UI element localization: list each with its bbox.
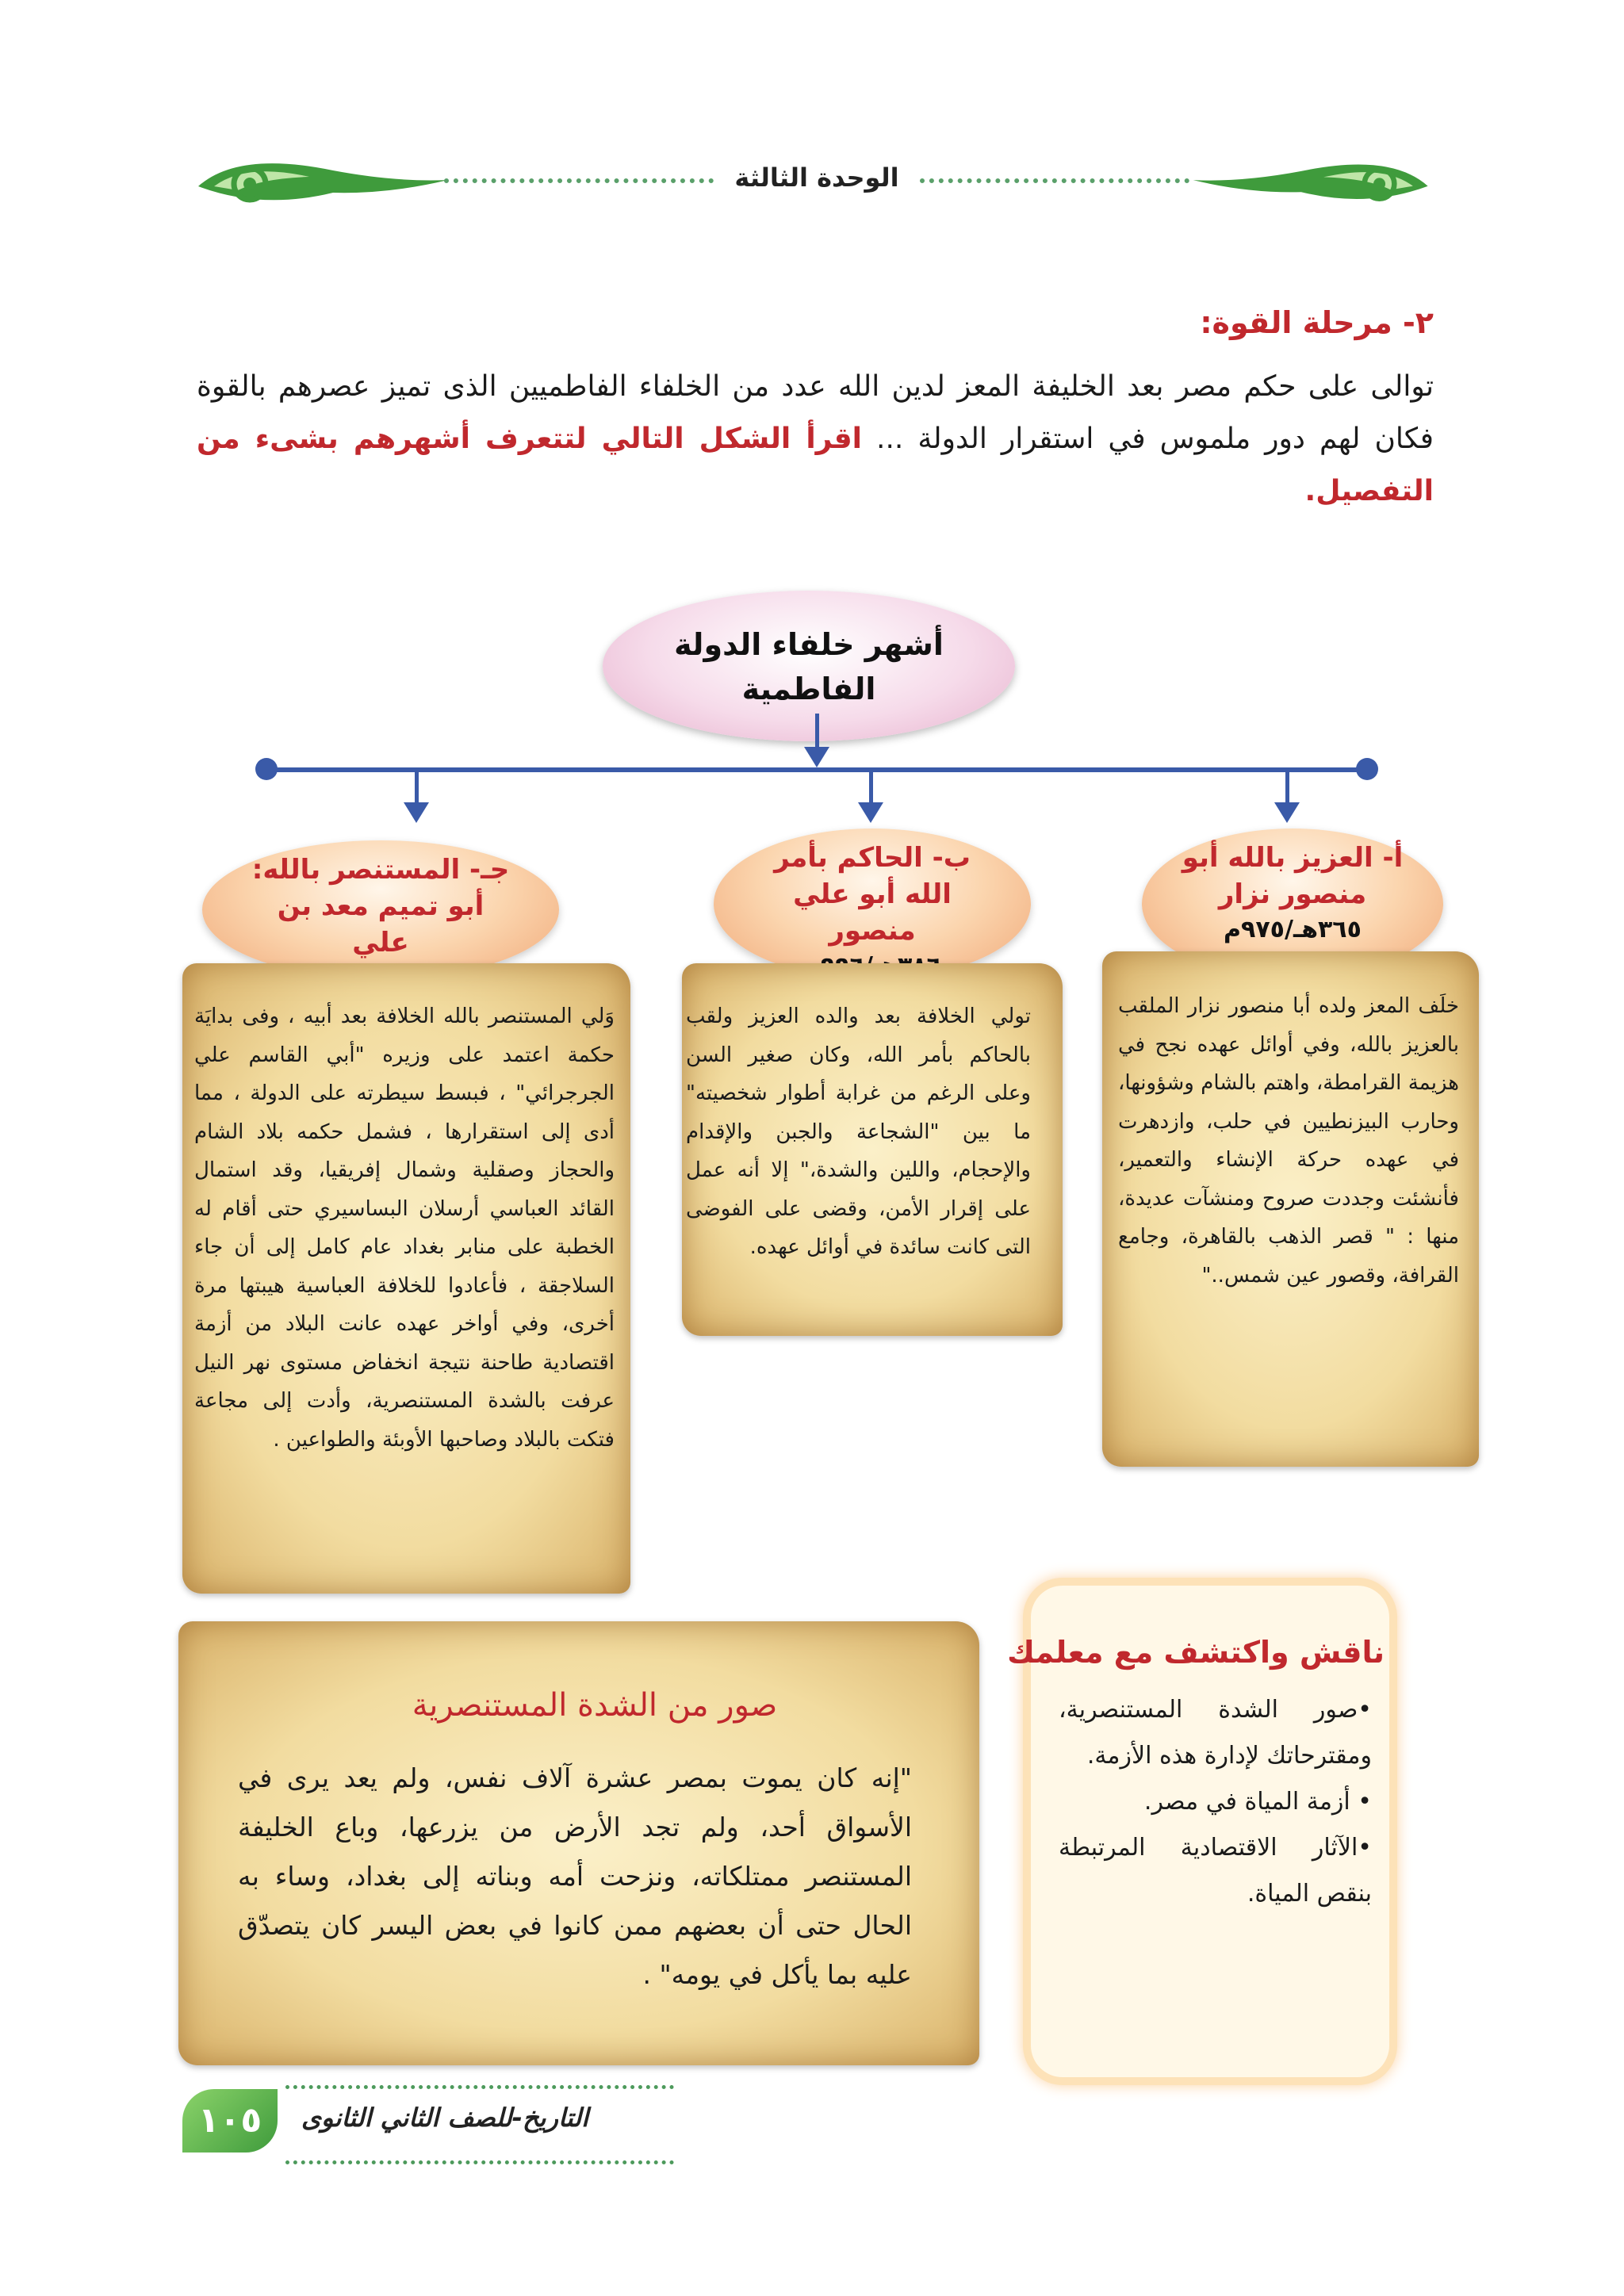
diagram-root-oval xyxy=(603,591,1015,741)
discuss-title: ناقش واكتشف مع معلمك xyxy=(1007,1635,1385,1670)
page-number: ١٠٥ xyxy=(182,2089,278,2152)
caliph-dates-a: ٣٦٥هـ/٩٧٥م xyxy=(1224,916,1362,943)
header-ornament-right-icon xyxy=(1189,147,1435,218)
section-title: ٢- مرحلة القوة: xyxy=(1200,305,1434,340)
discuss-list xyxy=(1059,1687,1372,1917)
branch-arrow-b-icon xyxy=(858,802,883,823)
famine-title: صور من الشدة المستنصرية xyxy=(412,1687,778,1724)
header-dotted-line-left xyxy=(444,178,714,186)
discuss-item: • أزمة المياة في مصر. xyxy=(1143,1788,1372,1816)
branch-arrow-c-icon xyxy=(404,802,429,823)
caliph-text-c: وَلي المستنصر بالله الخلافة بعد أبيه ، وفى بدايَة حكمة اعتمد على وزيره "أبي القاسم علي الجرجرائي" ، فبسط سيطرته على الدولة ، مما أدى إلى استقرارها ، فشمل حكمه بلاد الشام والحجاز وصقلية وشمال إفريقيا، وقد استمال القائد العباسي أرسلان البساسيري حتى أقام له الخطبة على منابر بغداد عام كامل إلى أن جاء السلاجقة ، فأعادوا للخلافة العباسية هيبتها مرة أخرى، وفي أواخر عهده عانت البلاد من أزمة اقتصادية طاحنة نتيجة انخفاض مستوى نهر النيل عرفت بالشدة المستنصرية، وأدت إلى مجاعة فتكت بالبلاد وصاحبها الأوبئة والطواعين . xyxy=(194,1004,615,1452)
intro-highlight: اقرأ الشكل التالي لتتعرف أشهرهم بشىء من التفصيل. xyxy=(197,423,1434,507)
footer-dotted-line-bottom xyxy=(285,2160,674,2164)
caliph-text-b: تولي الخلافة بعد والده العزيز ولقب بالحاكم بأمر الله، وكان صغير السن وعلى الرغم من غرابة أطوار شخصيته" ما بين "الشجاعة والجبن والإقدام والإحجام، واللين والشدة،" إلا أنه عمل على إقرار الأمن، وقضى على الفوضى التى كانت سائدة في أوائل عهده. xyxy=(686,1004,1031,1259)
intro-text: توالى على حكم مصر بعد الخليفة المعز لدين الله عدد من الخلفاء الفاطميين الذى تميز عصرهم بالقوة فكان لهم دور ملموس في استقرار الدولة ... xyxy=(197,370,1434,455)
branch-arrow-a-icon xyxy=(1274,802,1300,823)
caliph-oval-b xyxy=(714,828,1031,979)
unit-title: الوحدة الثالثة xyxy=(734,163,899,193)
branch-line-c xyxy=(415,771,419,806)
caliph-name-c: جـ- المستنصر بالله: أبو تميم معد بن علي xyxy=(251,854,510,959)
line-end-dot-left xyxy=(255,758,278,780)
branch-line-a xyxy=(1285,771,1289,806)
header-dotted-line-right xyxy=(920,178,1189,186)
famine-quote: "إنه كان يموت بمصر عشرة آلاف نفس، ولم يعد يرى في الأسواق أحد، ولم تجد الأرض من يزرعها، وباع الخليفة المستنصر ممتلكاته، ونزحت أمه وبناته إلى بغداد، وساء به الحال حتى أن بعضهم ممن كانوا في بعض اليسر كان يتصدّق عليه بما يأكل في يومه" . xyxy=(238,1762,912,1990)
caliph-name-a: أ- العزيز بالله أبو منصور نزار xyxy=(1182,842,1404,910)
discuss-item: •الآثار الاقتصادية المرتبطة بنقص المياة. xyxy=(1059,1834,1372,1908)
header-ornament-left-icon xyxy=(190,147,452,218)
footer-dotted-line-top xyxy=(285,2085,674,2089)
caliph-text-a: خلَف المعز ولده أبا منصور نزار الملقب بالعزيز بالله، وفي أوائل عهده نجح في هزيمة القرامطة، واهتم بالشام وشؤونها، وحارب البيزنطيين في حلب، وازدهرت في عهده حركة الإنشاء والتعمير، فأنشئت وجددت صروح ومنشآت عديدة، منها : " قصر الذهب بالقاهرة، وجامع القرافة، وقصور عين شمس.." xyxy=(1118,994,1459,1288)
discuss-item: •صور الشدة المستنصرية، ومقترحاتك لإدارة هذه الأزمة. xyxy=(1059,1696,1372,1770)
diagram-root-label: أشهر خلفاء الدولة الفاطمية xyxy=(674,627,944,706)
caliph-oval-c xyxy=(202,840,559,979)
line-end-dot-right xyxy=(1356,758,1378,780)
intro-paragraph xyxy=(197,361,1434,518)
caliph-name-b: ب- الحاكم بأمر الله أبو علي منصور xyxy=(774,842,971,947)
root-arrow-icon xyxy=(804,747,829,767)
branch-line-b xyxy=(869,771,873,806)
diagram-horizontal-line xyxy=(266,767,1368,772)
book-title: التاريخ-للصف الثاني الثانوى xyxy=(301,2103,588,2133)
